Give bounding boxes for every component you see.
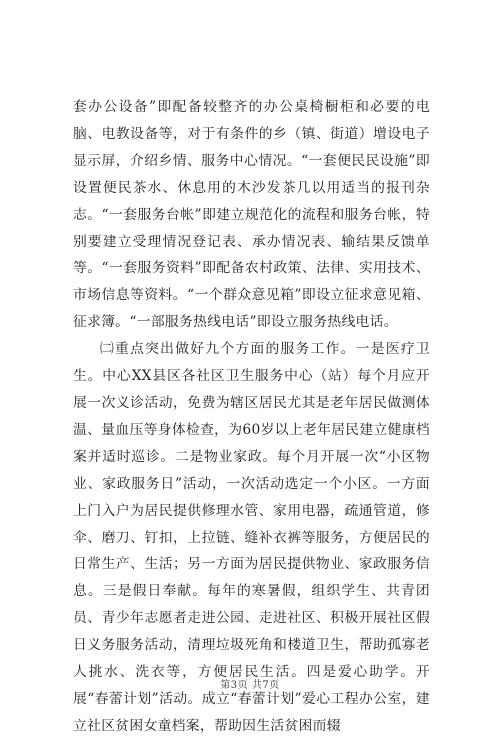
paragraph-office-equipment: 套办公设备”即配备较整齐的办公桌椅橱柜和必要的电脑、电教设备等，对于有条件的乡（镇、街道）增设电子显示屏，介绍乡情、服务中心情况。“一套便民民设施”即设置便民茶水、休息用的木沙发茶几以用适当的报刊杂志。“一套服务台帐”即建立规范化的流程和服务台帐，特别要建立受理情况登记表、承办情况表、输结果反馈单等。“一套服务资料”即配备农村政策、法律、实用技术、市场信息等资料。“一个群众意见箱”即设立征求意见箱、征求簿。“一部服务热线电话”即设立服务热线电话。 bbox=[73, 99, 430, 331]
paragraph-nine-services: ㈡重点突出做好九个方面的服务工作。一是医疗卫生。中心XX县区各社区卫生服务中心（站）每个月应开展一次义诊活动，免费为辖区居民尤其是老年居民做测体温、量血压等身体检查，为60岁以上老年居民建立健康档案并适时巡诊。二是物业家政。每个月开展一次“小区物业、家政服务日”活动，一次活动选定一个小区。一方面上门入户为居民提供修理水管、家用电器，疏通管道，修伞、磨刀、钉扣，上拉链、缝补衣裤等服务，方便居民的日常生产、生活；另一方面为居民提供物业、家政服务信息。三是假日奉献。每年的寒暑假，组织学生、共青团员、青少年志愿者走进公园、走进社区、积极开展社区假日义务服务活动，清理垃圾死角和楼道卫生，帮助孤寡老人挑水、洗衣等，方便居民生活。四是爱心助学。开展“春蕾计划”活动。成立“春蕾计划”爱心工程办公室，建立社区贫困女童档案，帮助因生活贫困而辍 bbox=[73, 341, 430, 734]
document-body bbox=[73, 94, 430, 740]
page-number-footer: 第3页 共7页 bbox=[220, 680, 280, 691]
